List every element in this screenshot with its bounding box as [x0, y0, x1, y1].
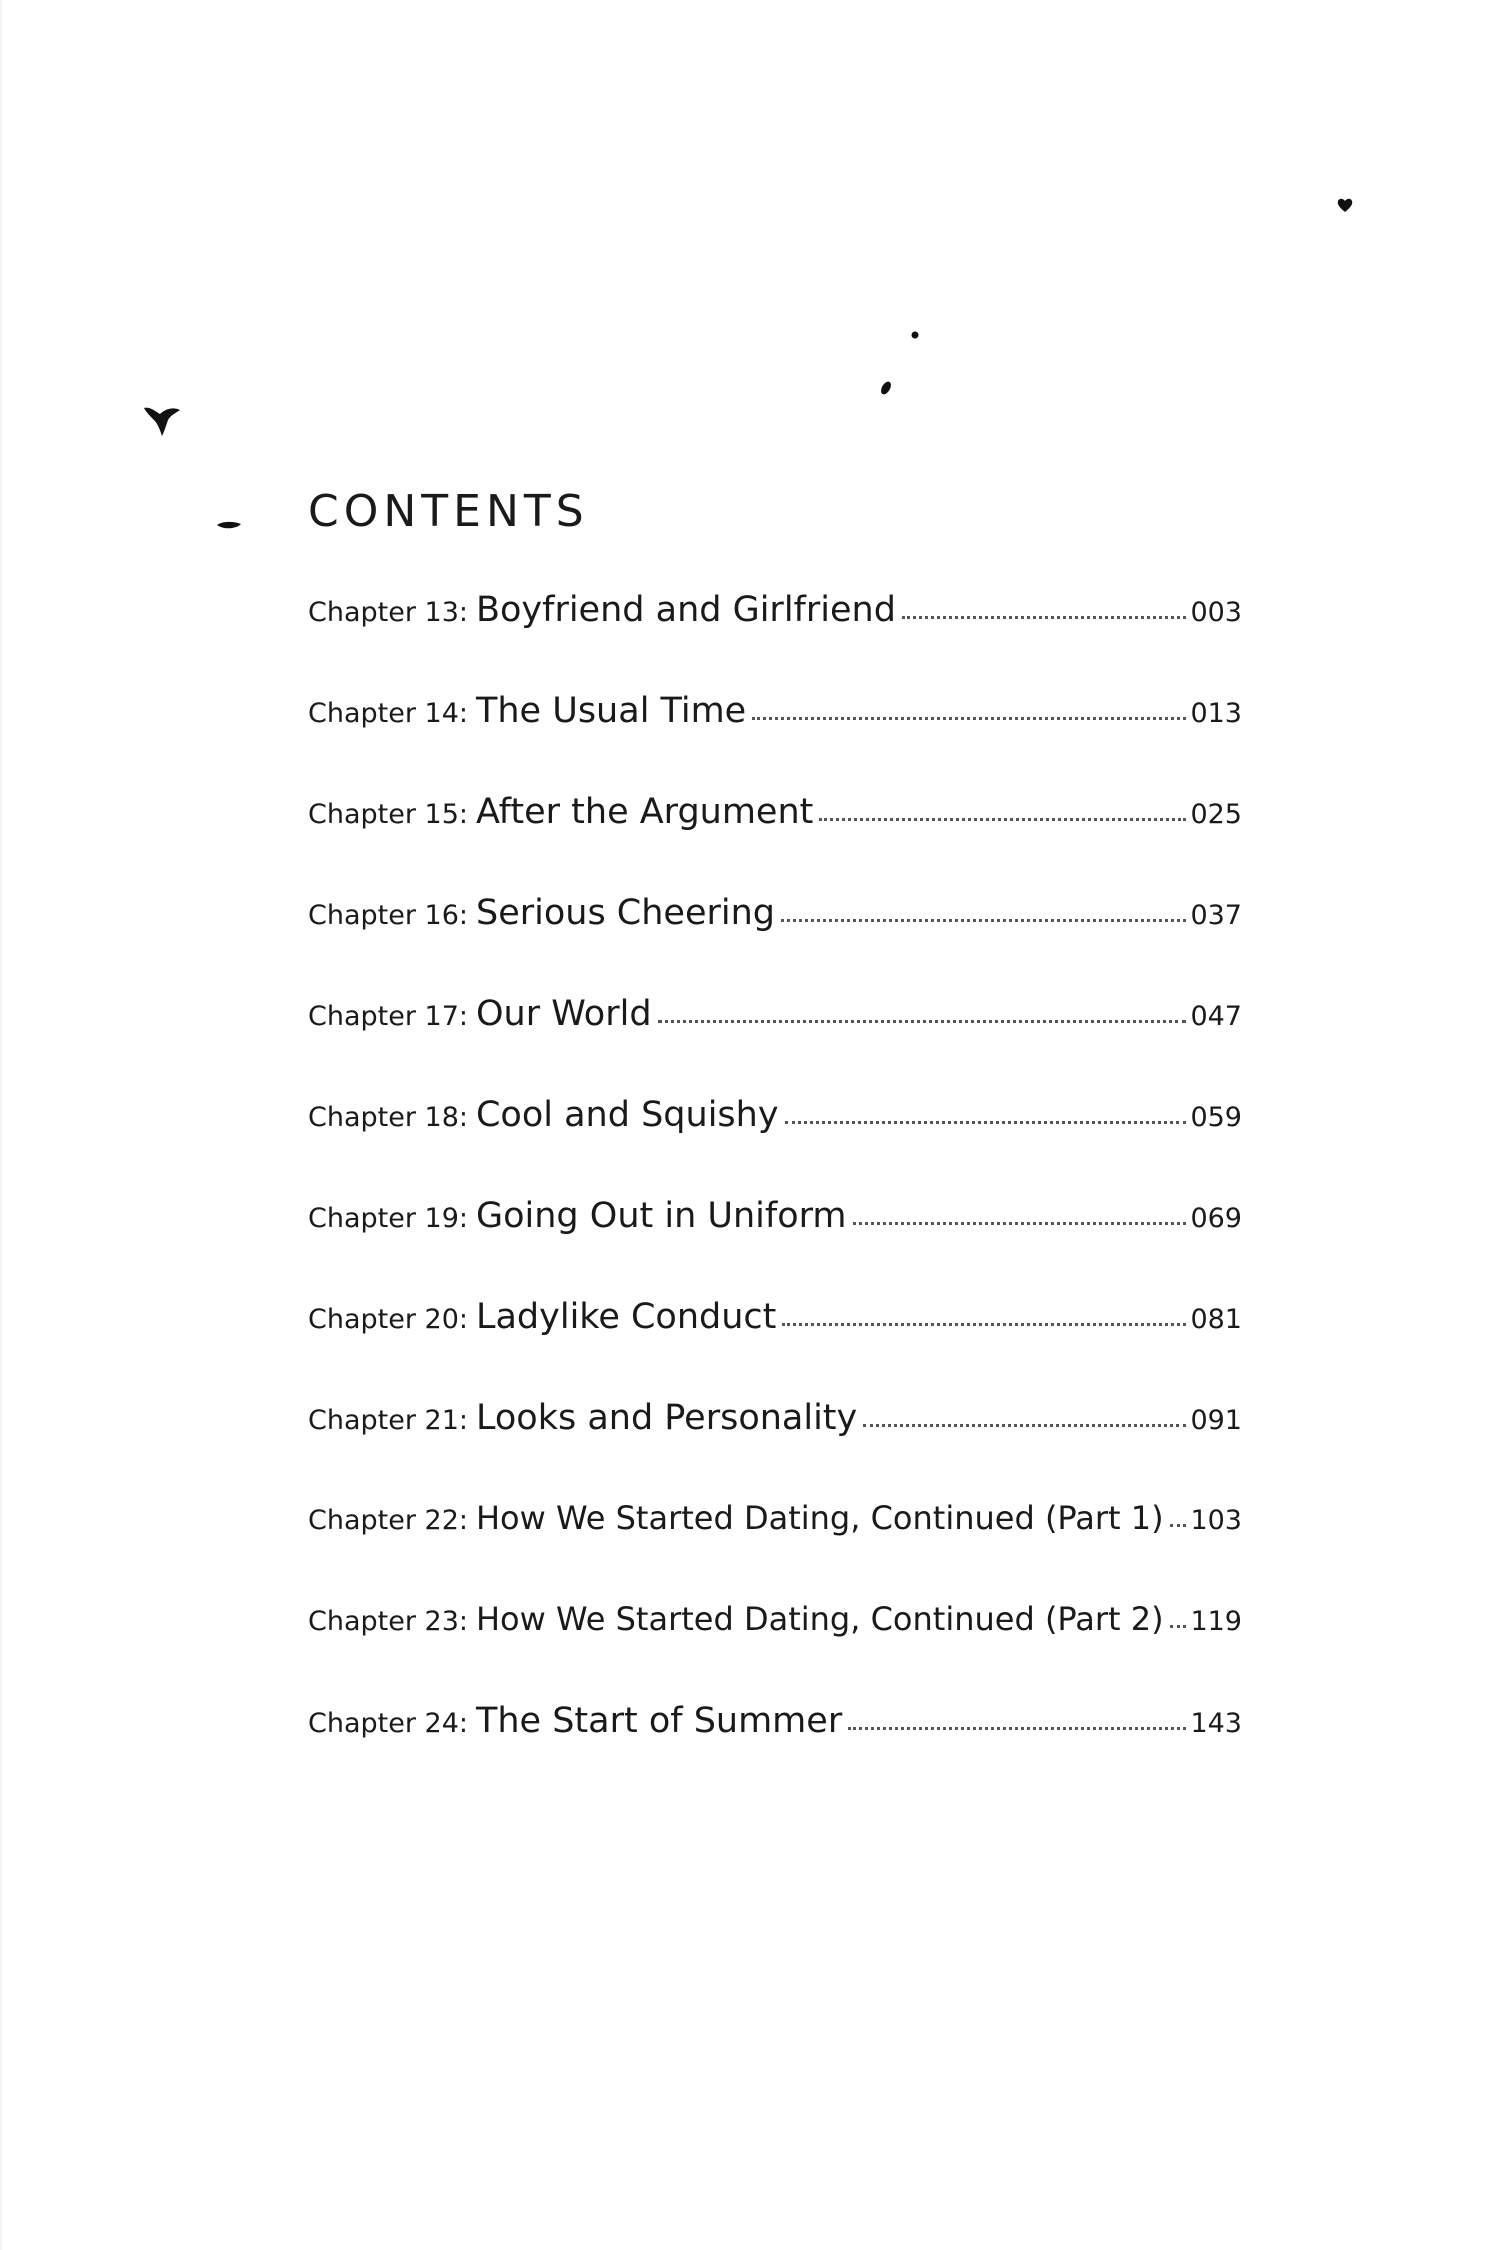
- dot-leader: [863, 1424, 1186, 1427]
- chapter-title: How We Started Dating, Continued (Part 1): [475, 1499, 1164, 1537]
- dot-leader: [752, 717, 1186, 720]
- toc-entry-16: [308, 893, 1242, 994]
- dot-leader: [819, 818, 1186, 821]
- chapter-page-number: 091: [1190, 1405, 1242, 1436]
- chapter-page-number: 119: [1190, 1606, 1242, 1637]
- toc-entry-20: [308, 1297, 1242, 1398]
- chapter-page-number: 047: [1190, 1001, 1242, 1032]
- chapter-page-number: 069: [1190, 1203, 1242, 1234]
- chapter-label: Chapter 16:: [308, 900, 468, 931]
- chapter-label: Chapter 14:: [308, 698, 468, 729]
- chapter-page-number: 037: [1190, 900, 1242, 931]
- table-of-contents: [308, 590, 1242, 1802]
- dot-leader: [658, 1020, 1187, 1023]
- toc-entry-23: [308, 1600, 1242, 1701]
- dot-leader: [782, 1323, 1186, 1326]
- chapter-page-number: 025: [1190, 799, 1242, 830]
- chapter-title: How We Started Dating, Continued (Part 2): [475, 1600, 1164, 1638]
- dot-leader: [1170, 1625, 1187, 1628]
- chapter-label: Chapter 17:: [308, 1001, 468, 1032]
- toc-entry-13: [308, 590, 1242, 691]
- chapter-page-number: 143: [1190, 1708, 1242, 1739]
- chapter-title: The Start of Summer: [475, 1701, 843, 1741]
- chapter-label: Chapter 24:: [308, 1708, 468, 1739]
- dot-leader: [781, 919, 1186, 922]
- chapter-label: Chapter 22:: [308, 1505, 468, 1536]
- chapter-label: Chapter 23:: [308, 1606, 468, 1637]
- chapter-title: Our World: [475, 994, 652, 1034]
- ink-speck-dot-icon: [910, 330, 920, 340]
- dot-leader: [853, 1222, 1187, 1225]
- chapter-title: The Usual Time: [475, 691, 747, 731]
- toc-entry-24: [308, 1701, 1242, 1802]
- page-title: CONTENTS: [308, 486, 589, 537]
- chapter-page-number: 013: [1190, 698, 1242, 729]
- toc-entry-17: [308, 994, 1242, 1095]
- chapter-page-number: 003: [1190, 597, 1242, 628]
- chapter-title: Ladylike Conduct: [475, 1297, 777, 1337]
- chapter-title: Serious Cheering: [475, 893, 776, 933]
- dot-leader: [902, 616, 1187, 619]
- dot-leader: [785, 1121, 1187, 1124]
- chapter-title: Going Out in Uniform: [475, 1196, 847, 1236]
- page-edge: [0, 0, 3, 2250]
- toc-entry-15: [308, 792, 1242, 893]
- chapter-page-number: 059: [1190, 1102, 1242, 1133]
- toc-entry-19: [308, 1196, 1242, 1297]
- ink-speck-heart-icon: [1336, 196, 1354, 214]
- toc-entry-21: [308, 1398, 1242, 1499]
- chapter-title: Cool and Squishy: [475, 1095, 779, 1135]
- toc-entry-18: [308, 1095, 1242, 1196]
- toc-entry-22: [308, 1499, 1242, 1600]
- chapter-label: Chapter 15:: [308, 799, 468, 830]
- ink-speck-dash-icon: [216, 518, 242, 532]
- chapter-label: Chapter 13:: [308, 597, 468, 628]
- chapter-page-number: 081: [1190, 1304, 1242, 1335]
- chapter-page-number: 103: [1190, 1505, 1242, 1536]
- chapter-label: Chapter 19:: [308, 1203, 468, 1234]
- chapter-title: Looks and Personality: [475, 1398, 858, 1438]
- chapter-label: Chapter 20:: [308, 1304, 468, 1335]
- toc-entry-14: [308, 691, 1242, 792]
- dot-leader: [1170, 1524, 1187, 1527]
- ink-speck-splash-icon: [142, 402, 184, 440]
- chapter-title: Boyfriend and Girlfriend: [475, 590, 896, 630]
- chapter-label: Chapter 21:: [308, 1405, 468, 1436]
- chapter-label: Chapter 18:: [308, 1102, 468, 1133]
- dot-leader: [848, 1727, 1186, 1730]
- chapter-title: After the Argument: [475, 792, 814, 832]
- ink-speck-drop-icon: [878, 378, 894, 398]
